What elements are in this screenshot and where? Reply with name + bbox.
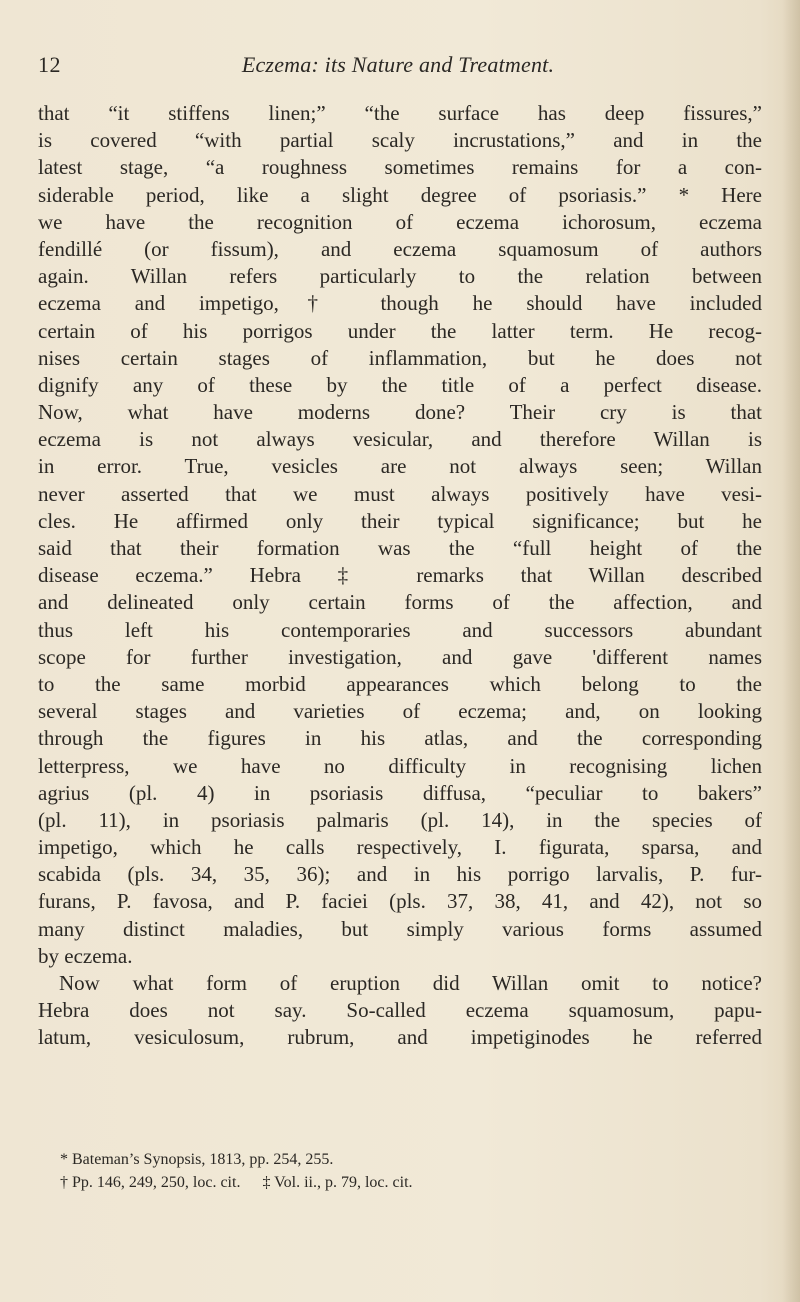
text-line: to the same morbid appearances which belong to the [38, 671, 762, 696]
text-line: furans, P. favosa, and P. faciei (pls. 37, 38, 41, and 42), not so [38, 889, 762, 914]
text-line-paragraph-start: Now what form of eruption did Willan omit to notice? [59, 971, 762, 995]
text-line: we have the recognition of eczema ichorosum, eczema [38, 209, 762, 234]
text-line: certain of his porrigos under the latter term. He recog- [38, 318, 762, 343]
text-line: several stages and varieties of eczema; and, on looking [38, 699, 762, 724]
text-line: nises certain stages of inflammation, but he does not [38, 345, 762, 370]
text-line: Now, what have moderns done? Their cry is that [38, 400, 762, 425]
footnote-dagger: † Pp. 146, 249, 250, loc. cit. [60, 1174, 241, 1191]
footnotes [60, 1148, 750, 1194]
text-line: letterpress, we have no difficulty in recognising lichen [38, 753, 762, 778]
text-line: (pl. 11), in psoriasis palmaris (pl. 14), in the species of [38, 807, 762, 832]
footnote-row [60, 1171, 750, 1194]
text-line: in error. True, vesicles are not always seen; Willan [38, 454, 762, 479]
running-title: Eczema: its Nature and Treatment. [241, 52, 555, 77]
text-line: Hebra does not say. So-called eczema squamosum, papu- [38, 998, 762, 1023]
text-line: that “it stiffens linen;” “the surface has deep fissures,” [38, 101, 762, 125]
text-line: cles. He affirmed only their typical significance; but he [38, 508, 762, 533]
text-line: disease eczema.” Hebra ‡ remarks that Willan described [38, 563, 762, 588]
text-line: latest stage, “a roughness sometimes remains for a con- [38, 155, 762, 180]
text-line: dignify any of these by the title of a perfect disease. [38, 372, 762, 397]
page-header [38, 52, 758, 86]
text-line: thus left his contemporaries and successors abundant [38, 617, 762, 642]
text-line: eczema is not always vesicular, and therefore Willan is [38, 427, 762, 452]
text-line: eczema and impetigo,† though he should have included [38, 291, 762, 316]
text-line: fendillé (or fissum), and eczema squamosum of authors [38, 236, 762, 261]
text-line: and delineated only certain forms of the affection, and [38, 590, 762, 615]
footnote-star: * Bateman’s Synopsis, 1813, pp. 254, 255. [60, 1151, 334, 1168]
page-edge-shadow [782, 0, 800, 1302]
text-line: through the figures in his atlas, and the corresponding [38, 726, 762, 751]
text-line: is covered “with partial scaly incrustations,” and in the [38, 128, 762, 153]
text-line: scabida (pls. 34, 35, 36); and in his porrigo larvalis, P. fur- [38, 862, 762, 887]
text-line: siderable period, like a slight degree of psoriasis.” * Here [38, 182, 762, 207]
page-number: 12 [38, 52, 61, 77]
text-line: never asserted that we must always positively have vesi- [38, 481, 762, 506]
text-line: agrius (pl. 4) in psoriasis diffusa, “peculiar to bakers” [38, 780, 762, 805]
body-text [38, 100, 762, 1052]
text-line: latum, vesiculosum, rubrum, and impetiginodes he referred [38, 1025, 762, 1050]
text-line: impetigo, which he calls respectively, I. figurata, sparsa, and [38, 835, 762, 860]
text-line: said that their formation was the “full height of the [38, 536, 762, 560]
text-line: scope for further investigation, and gave 'different names [38, 644, 762, 669]
text-line: by eczema. [38, 943, 133, 968]
footnote-double-dagger: ‡ Vol. ii., p. 79, loc. cit. [262, 1174, 413, 1191]
text-line: again. Willan refers particularly to the relation between [38, 264, 762, 289]
text-line: many distinct maladies, but simply various forms assumed [38, 916, 762, 941]
